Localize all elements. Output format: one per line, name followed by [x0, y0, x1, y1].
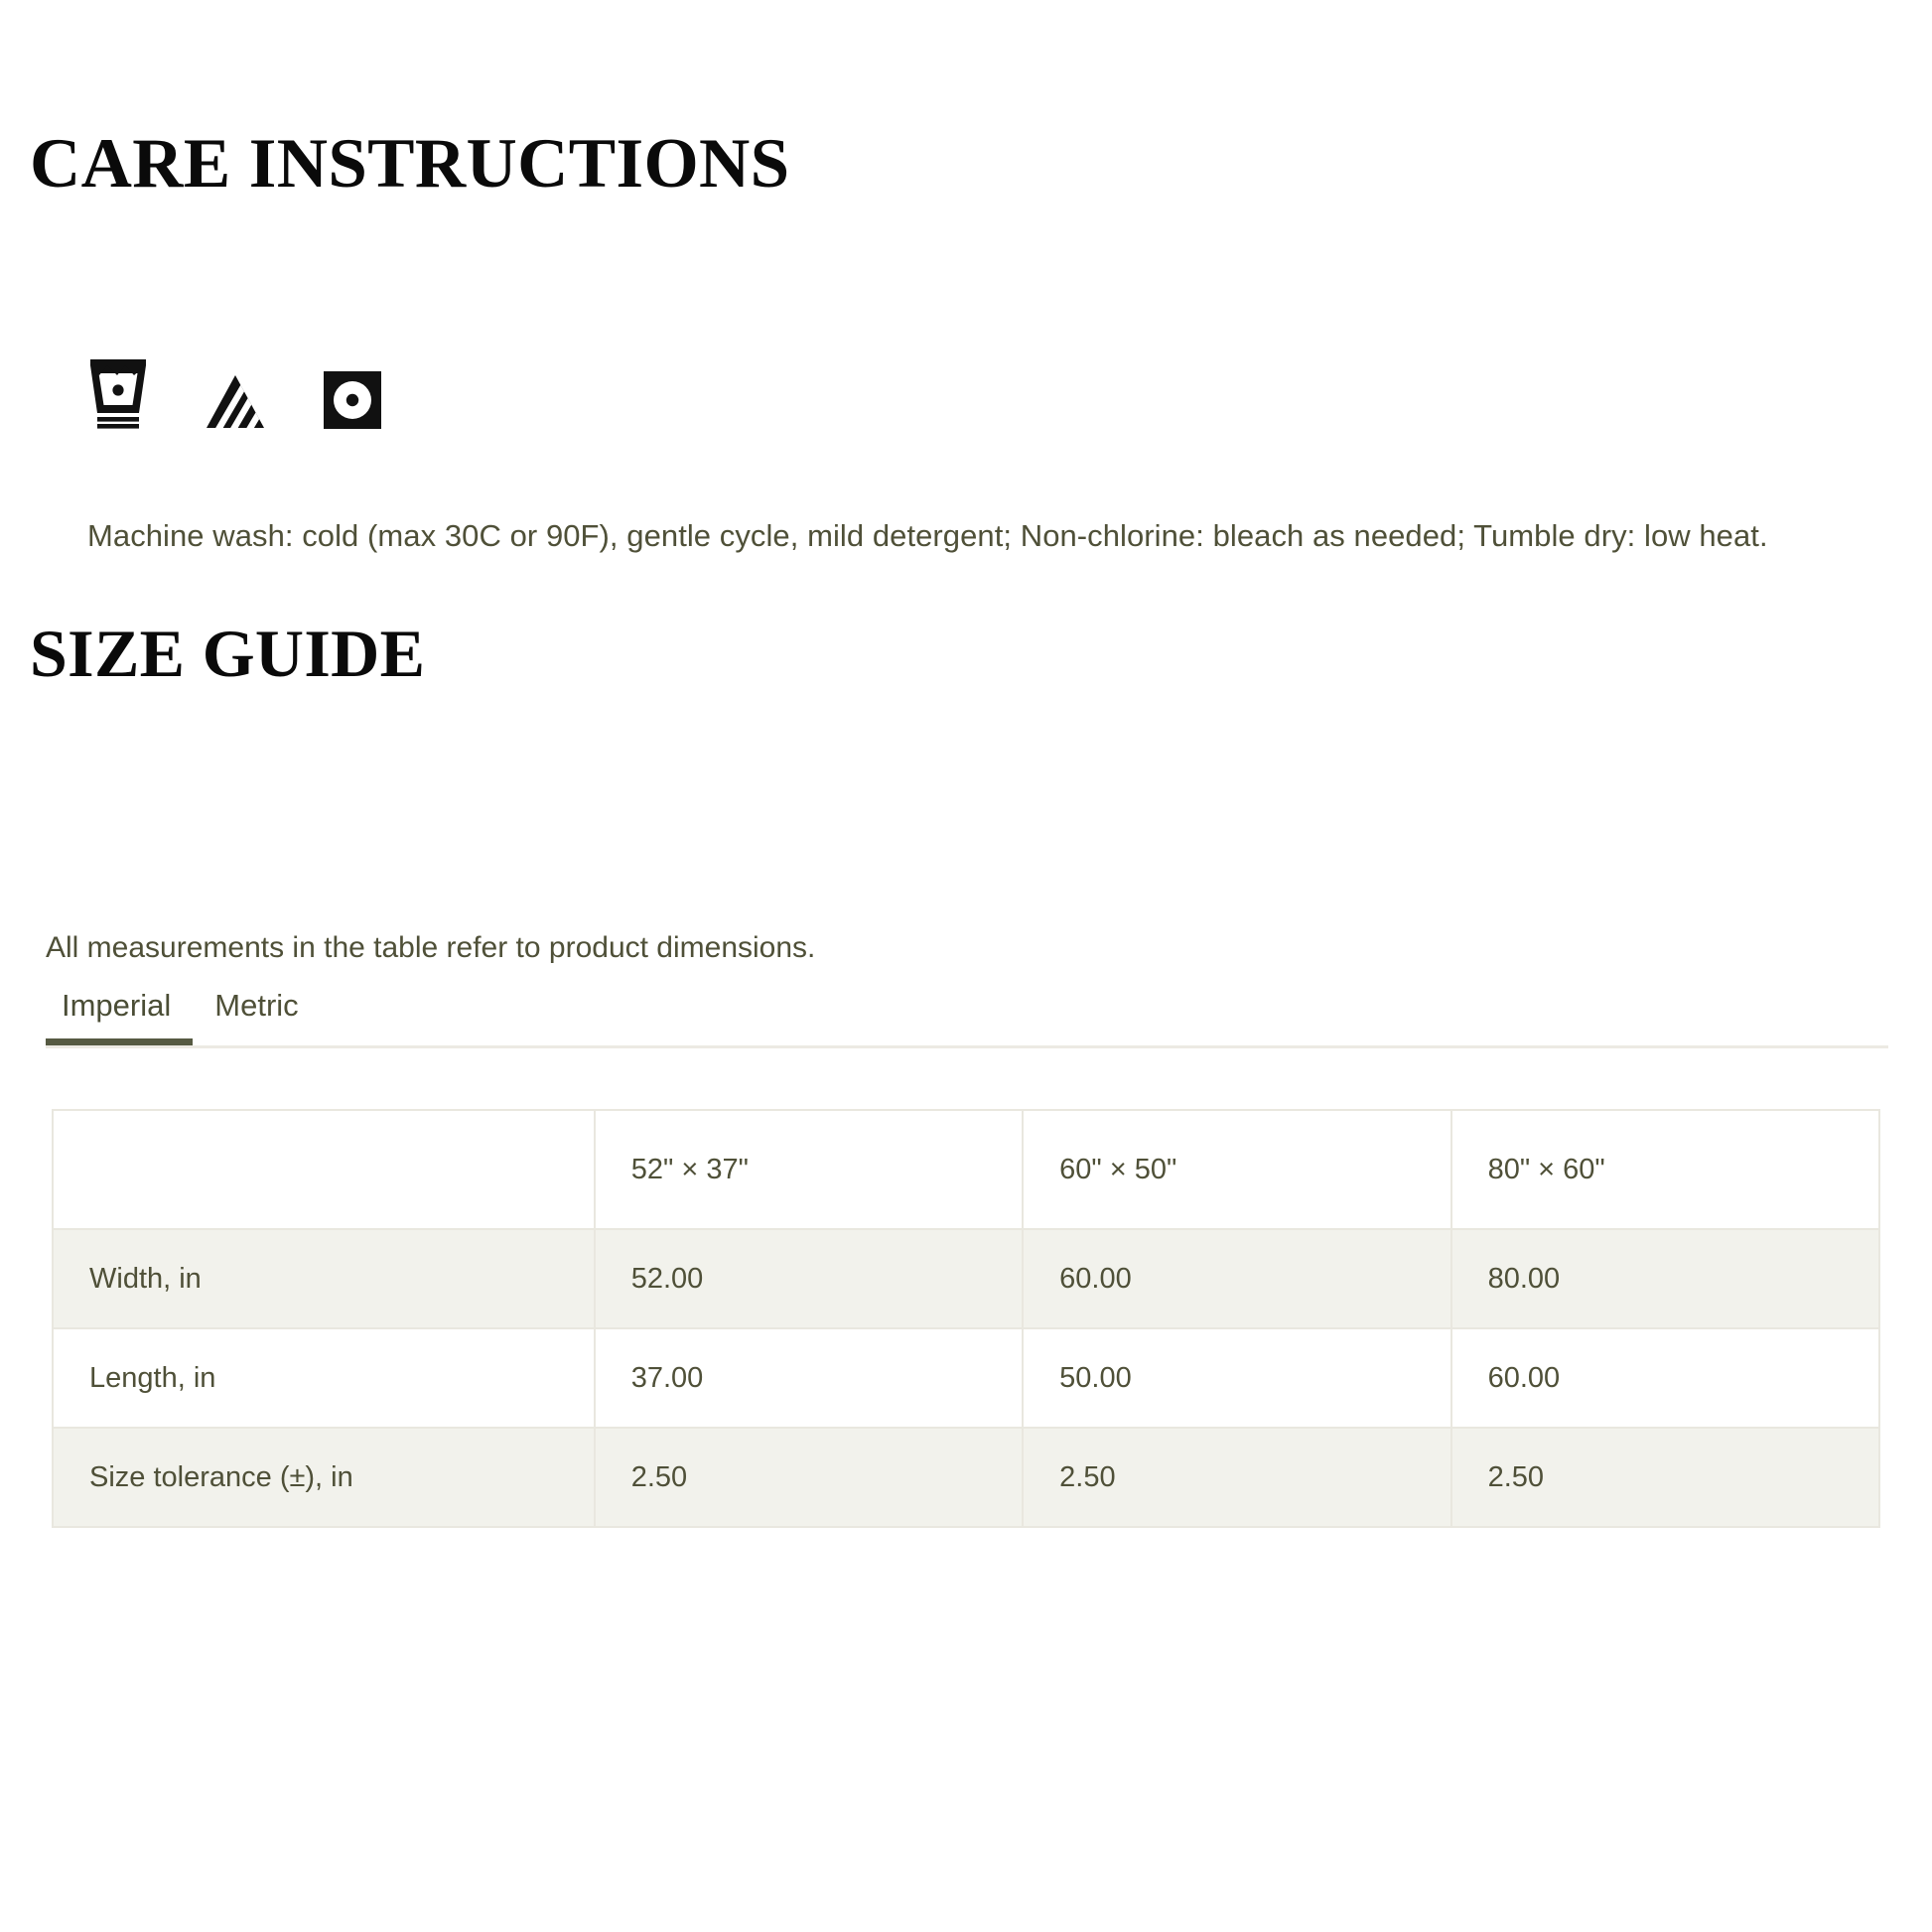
- tabs-strip: [46, 988, 1888, 1045]
- unit-system-tabs: [46, 988, 1888, 1048]
- tumble-dry-low-icon: [322, 369, 383, 431]
- size-table-header: [53, 1110, 1879, 1229]
- cell-length-col3: 60.00: [1451, 1328, 1879, 1428]
- row-label-size-tolerance: Size tolerance (±), in: [53, 1428, 595, 1527]
- cell-width-col2: 60.00: [1023, 1229, 1450, 1328]
- cell-tolerance-col2: 2.50: [1023, 1428, 1450, 1527]
- tabs-underline-rule: [46, 1045, 1888, 1048]
- table-row: [53, 1328, 1879, 1428]
- tab-metric[interactable]: Metric: [193, 988, 320, 1045]
- care-instructions-text: Machine wash: cold (max 30C or 90F), gentle cycle, mild detergent; Non-chlorine: bleach as needed; Tumble dry: low heat.: [87, 518, 1768, 553]
- size-table-container: [52, 1109, 1880, 1528]
- size-guide-note: All measurements in the table refer to product dimensions.: [46, 931, 816, 964]
- care-instructions-heading: CARE INSTRUCTIONS: [30, 124, 790, 203]
- table-header-row: [53, 1110, 1879, 1229]
- table-row: [53, 1229, 1879, 1328]
- cell-width-col3: 80.00: [1451, 1229, 1879, 1328]
- size-table-body: [53, 1229, 1879, 1527]
- care-symbols-row: [87, 359, 383, 431]
- row-label-length: Length, in: [53, 1328, 595, 1428]
- row-label-width: Width, in: [53, 1229, 595, 1328]
- table-column-header-3: 80" × 60": [1451, 1110, 1879, 1229]
- table-row: [53, 1428, 1879, 1527]
- table-column-header-2: 60" × 50": [1023, 1110, 1450, 1229]
- tab-imperial[interactable]: Imperial: [46, 988, 193, 1045]
- size-table: [52, 1109, 1880, 1528]
- cell-width-col1: 52.00: [595, 1229, 1023, 1328]
- size-guide-heading: SIZE GUIDE: [30, 615, 426, 691]
- machine-wash-cold-icon: [87, 359, 149, 431]
- cell-tolerance-col1: 2.50: [595, 1428, 1023, 1527]
- cell-length-col2: 50.00: [1023, 1328, 1450, 1428]
- non-chlorine-bleach-icon: [205, 373, 266, 431]
- cell-length-col1: 37.00: [595, 1328, 1023, 1428]
- cell-tolerance-col3: 2.50: [1451, 1428, 1879, 1527]
- table-corner-header: [53, 1110, 595, 1229]
- table-column-header-1: 52" × 37": [595, 1110, 1023, 1229]
